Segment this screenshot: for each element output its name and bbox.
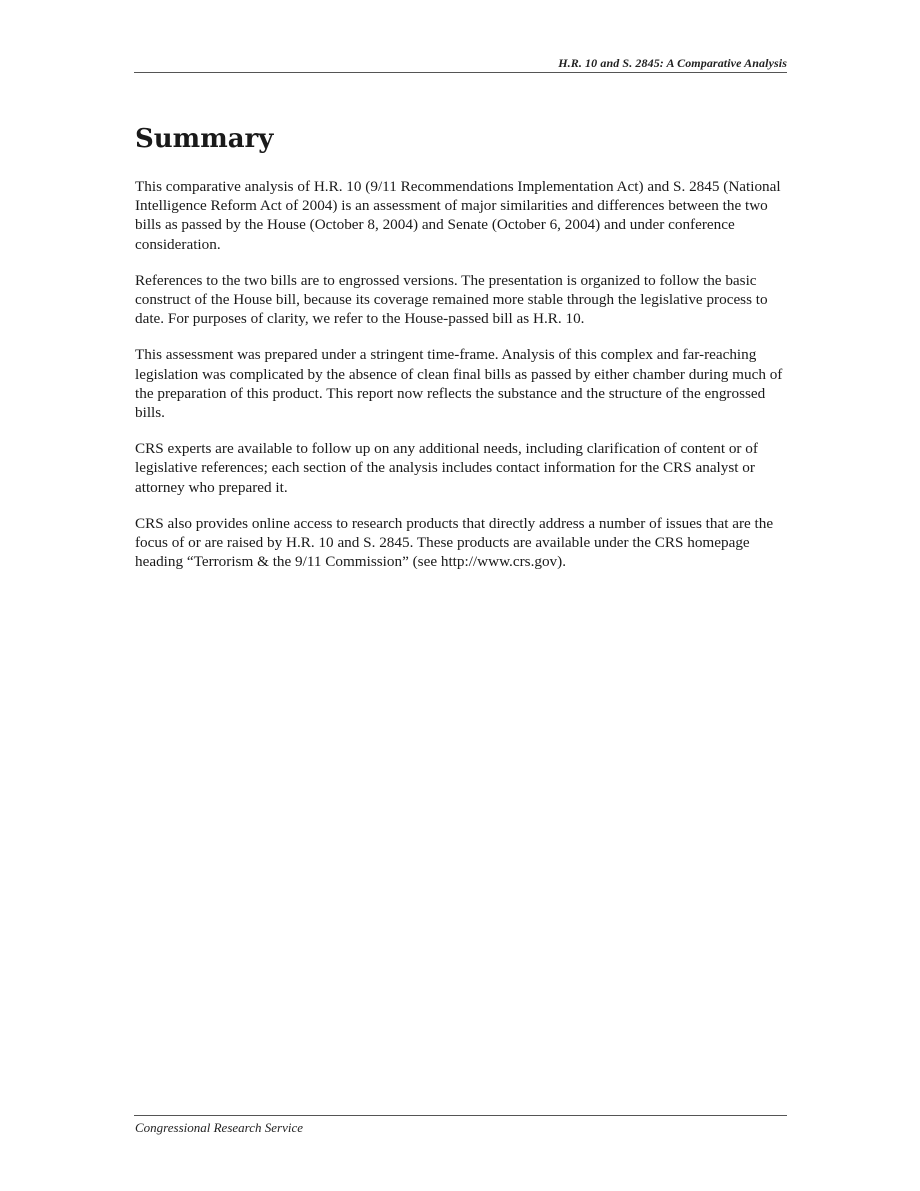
paragraph-crs-experts: CRS experts are available to follow up on any additional needs, including clarification of content or of legislative references; each section of the analysis includes contact information for the CRS analyst or attorney who prepared it. [135, 440, 758, 496]
footer-divider [134, 1115, 787, 1116]
summary-body [135, 177, 787, 588]
page-title: Summary [135, 124, 274, 154]
paragraph-references: References to the two bills are to engrossed versions. The presentation is organized to follow the basic construct of the House bill, because its coverage remained more stable through the legislative process to date. For purposes of clarity, we refer to the House-passed bill as H.R. 10. [135, 271, 768, 328]
paragraph-intro: This comparative analysis of H.R. 10 (9/11 Recommendations Implementation Act) and S. 2845 (National Intelligence Reform Act of 2004) is an assessment of major similarities and differences between the two bills as passed by the House (October 8, 2004) and Senate (October 6, 2004) and under conference consideration. [135, 178, 781, 253]
running-footer: Congressional Research Service [135, 1120, 303, 1135]
paragraph-assessment: This assessment was prepared under a stringent time-frame. Analysis of this complex and far-reaching legislation was complicated by the absence of clean final bills as passed by either chamber during much of the preparation of this product. This report now reflects the substance and the structure of the engrossed bills. [135, 346, 783, 422]
running-header: H.R. 10 and S. 2845: A Comparative Analysis [558, 56, 787, 70]
header-divider [134, 72, 787, 73]
paragraph-online-access: CRS also provides online access to research products that directly address a number of issues that are the focus of or are raised by H.R. 10 and S. 2845. These products are available under the CRS homepage heading “Terrorism & the 9/11 Commission” (see http://www.crs.gov). [135, 514, 774, 571]
